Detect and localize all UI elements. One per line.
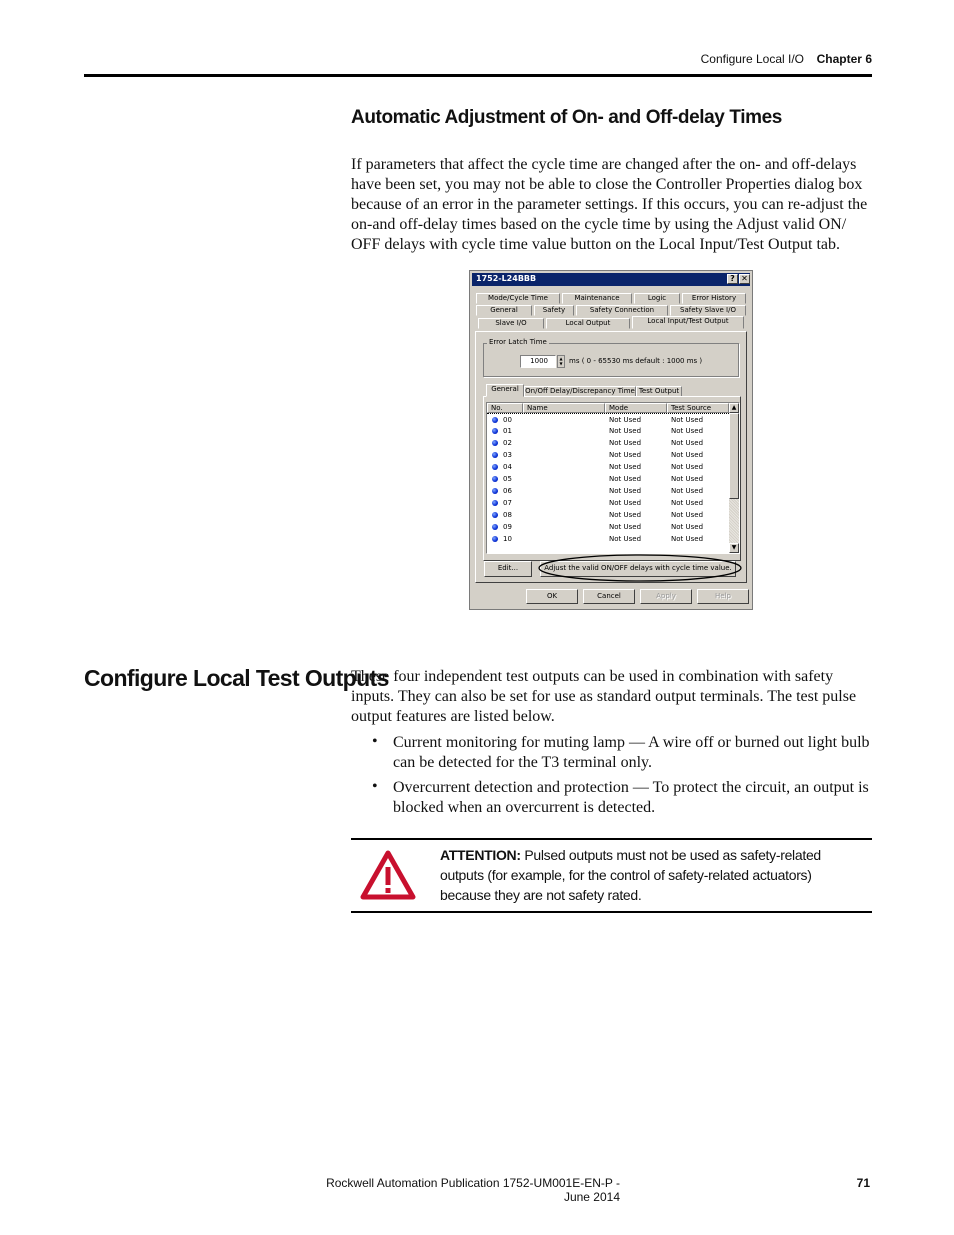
row-no: 01 <box>503 427 512 435</box>
section-paragraph-test-outputs: These four independent test outputs can be used in combination with safety inputs. They can also be set for use as standard output terminals. The test pulse output features are listed below. <box>351 668 857 725</box>
adjust-delays-button[interactable]: Adjust the valid ON/OFF delays with cycle time value. <box>540 561 736 577</box>
tab-local-output[interactable]: Local Output <box>546 318 630 329</box>
tab-slave-io[interactable]: Slave I/O <box>478 318 544 329</box>
row-no: 05 <box>503 475 512 483</box>
row-no: 04 <box>503 463 512 471</box>
status-dot-icon <box>492 536 498 542</box>
row-no: 09 <box>503 523 512 531</box>
attention-message <box>440 845 860 905</box>
row-no: 07 <box>503 499 512 507</box>
tab-error-history[interactable]: Error History <box>682 293 746 304</box>
status-dot-icon <box>492 500 498 506</box>
help-button[interactable]: Help <box>697 589 749 604</box>
status-dot-icon <box>492 428 498 434</box>
row-mode: Not Used <box>609 416 642 424</box>
status-dot-icon <box>492 417 498 423</box>
highlight-ellipse <box>536 552 744 584</box>
dialog-titlebar <box>472 273 750 286</box>
row-no: 06 <box>503 487 512 495</box>
tab-general[interactable]: General <box>476 305 532 316</box>
row-test-source: Not Used <box>671 463 704 471</box>
row-no: 00 <box>503 416 512 424</box>
row-test-source: Not Used <box>671 511 704 519</box>
table-row[interactable] <box>487 485 729 497</box>
warning-triangle-icon <box>360 850 416 900</box>
scroll-up-icon[interactable]: ▲ <box>729 403 739 413</box>
bullet-item-overcurrent: Overcurrent detection and protection — To protect the circuit, an output is blocked when an overcurrent is detected. <box>393 779 869 816</box>
row-mode: Not Used <box>609 487 642 495</box>
row-mode: Not Used <box>609 499 642 507</box>
scroll-down-icon[interactable]: ▼ <box>729 543 739 553</box>
table-row[interactable] <box>487 425 729 437</box>
close-icon[interactable]: ✕ <box>739 274 750 284</box>
attention-bottom-rule <box>351 911 872 913</box>
row-no: 10 <box>503 535 512 543</box>
table-row[interactable] <box>487 449 729 461</box>
inner-tab-test-output[interactable]: Test Output <box>636 386 682 397</box>
row-mode: Not Used <box>609 511 642 519</box>
error-latch-label: Error Latch Time <box>489 338 547 346</box>
table-row[interactable] <box>487 497 729 509</box>
row-test-source: Not Used <box>671 487 704 495</box>
row-test-source: Not Used <box>671 427 704 435</box>
header-rule <box>84 74 872 77</box>
tab-logic[interactable]: Logic <box>634 293 680 304</box>
section-paragraph-auto-adjust: If parameters that affect the cycle time are changed after the on- and off-delays have been set, you may not be able to close the Controller Properties dialog box because of an error in the parameter settings. If this occurs, you can re-adjust the on-and off-delay times based on the cycle time by using the Adjust valid ON/ OFF delays with cycle time value button on the Local Input/Test Output tab. <box>351 156 868 253</box>
tab-maintenance[interactable]: Maintenance <box>562 293 632 304</box>
help-icon[interactable]: ? <box>727 274 738 284</box>
row-test-source: Not Used <box>671 535 704 543</box>
table-row[interactable] <box>487 437 729 449</box>
scroll-thumb[interactable] <box>729 413 739 499</box>
spinner-arrows-icon[interactable]: ▲ ▼ <box>557 355 565 368</box>
attention-label: ATTENTION: <box>440 847 521 863</box>
status-dot-icon <box>492 512 498 518</box>
dialog-title: 1752-L24BBB <box>476 274 537 283</box>
error-latch-input[interactable]: 1000 <box>520 355 556 368</box>
attention-text: Pulsed outputs must not be used as safety-related outputs (for example, for the control of safety-related actuators) because they are not safety rated. <box>440 847 821 903</box>
column-header-mode[interactable]: Mode <box>605 403 667 413</box>
row-no: 03 <box>503 451 512 459</box>
row-mode: Not Used <box>609 523 642 531</box>
error-latch-range-hint: ms ( 0 - 65530 ms default : 1000 ms ) <box>569 357 703 365</box>
row-test-source: Not Used <box>671 475 704 483</box>
page-number: 71 <box>856 1176 870 1190</box>
table-row[interactable] <box>487 473 729 485</box>
tab-safety-slave-io[interactable]: Safety Slave I/O <box>670 305 746 316</box>
row-mode: Not Used <box>609 475 642 483</box>
table-row[interactable] <box>487 461 729 473</box>
bullet-icon: • <box>372 733 378 750</box>
header-section-title: Configure Local I/O <box>700 52 804 66</box>
row-test-source: Not Used <box>671 439 704 447</box>
bullet-item-current-monitoring: Current monitoring for muting lamp — A wire off or burned out light bulb can be detected for the T3 terminal only. <box>393 734 870 771</box>
row-test-source: Not Used <box>671 523 704 531</box>
row-test-source: Not Used <box>671 499 704 507</box>
status-dot-icon <box>492 440 498 446</box>
status-dot-icon <box>492 488 498 494</box>
status-dot-icon <box>492 464 498 470</box>
ok-button[interactable]: OK <box>526 589 578 604</box>
table-row[interactable] <box>487 521 729 533</box>
row-mode: Not Used <box>609 451 642 459</box>
local-input-panel <box>475 331 747 583</box>
inner-tab-onoff-delay[interactable]: On/Off Delay/Discrepancy Time <box>525 387 635 395</box>
bullet-icon: • <box>372 778 378 795</box>
row-test-source: Not Used <box>671 416 704 424</box>
table-row[interactable] <box>487 509 729 521</box>
row-mode: Not Used <box>609 463 642 471</box>
header-chapter: Chapter 6 <box>816 52 872 66</box>
status-dot-icon <box>492 476 498 482</box>
row-mode: Not Used <box>609 535 642 543</box>
column-header-no[interactable]: No. <box>487 403 523 413</box>
tab-safety-connection[interactable]: Safety Connection <box>576 305 668 316</box>
status-dot-icon <box>492 452 498 458</box>
section-heading-auto-adjust: Automatic Adjustment of On- and Off-delay Times <box>351 107 782 128</box>
tab-mode-cycle-time[interactable]: Mode/Cycle Time <box>476 293 560 304</box>
edit-button[interactable]: Edit... <box>484 561 532 577</box>
section-heading-test-outputs: Configure Local Test Outputs <box>84 665 389 691</box>
io-list-view[interactable] <box>486 402 740 554</box>
row-no: 02 <box>503 439 512 447</box>
cancel-button[interactable]: Cancel <box>583 589 635 604</box>
status-dot-icon <box>492 524 498 530</box>
row-mode: Not Used <box>609 439 642 447</box>
tab-local-input-test-output[interactable]: Local Input/Test Output <box>632 316 744 329</box>
footer-publication: Rockwell Automation Publication 1752-UM001E-EN-P - June 2014 <box>326 1176 620 1204</box>
list-scrollbar[interactable] <box>729 403 739 553</box>
inner-tab-general[interactable]: General <box>486 384 524 397</box>
column-header-test-source[interactable]: Test Source <box>667 403 729 413</box>
attention-top-rule <box>351 838 872 840</box>
row-no: 08 <box>503 511 512 519</box>
tab-safety[interactable]: Safety <box>534 305 574 316</box>
apply-button[interactable]: Apply <box>640 589 692 604</box>
table-row[interactable] <box>487 533 729 545</box>
controller-properties-dialog <box>469 270 753 610</box>
io-rows <box>487 413 729 553</box>
row-test-source: Not Used <box>671 451 704 459</box>
row-mode: Not Used <box>609 427 642 435</box>
column-header-name[interactable]: Name <box>523 403 605 413</box>
